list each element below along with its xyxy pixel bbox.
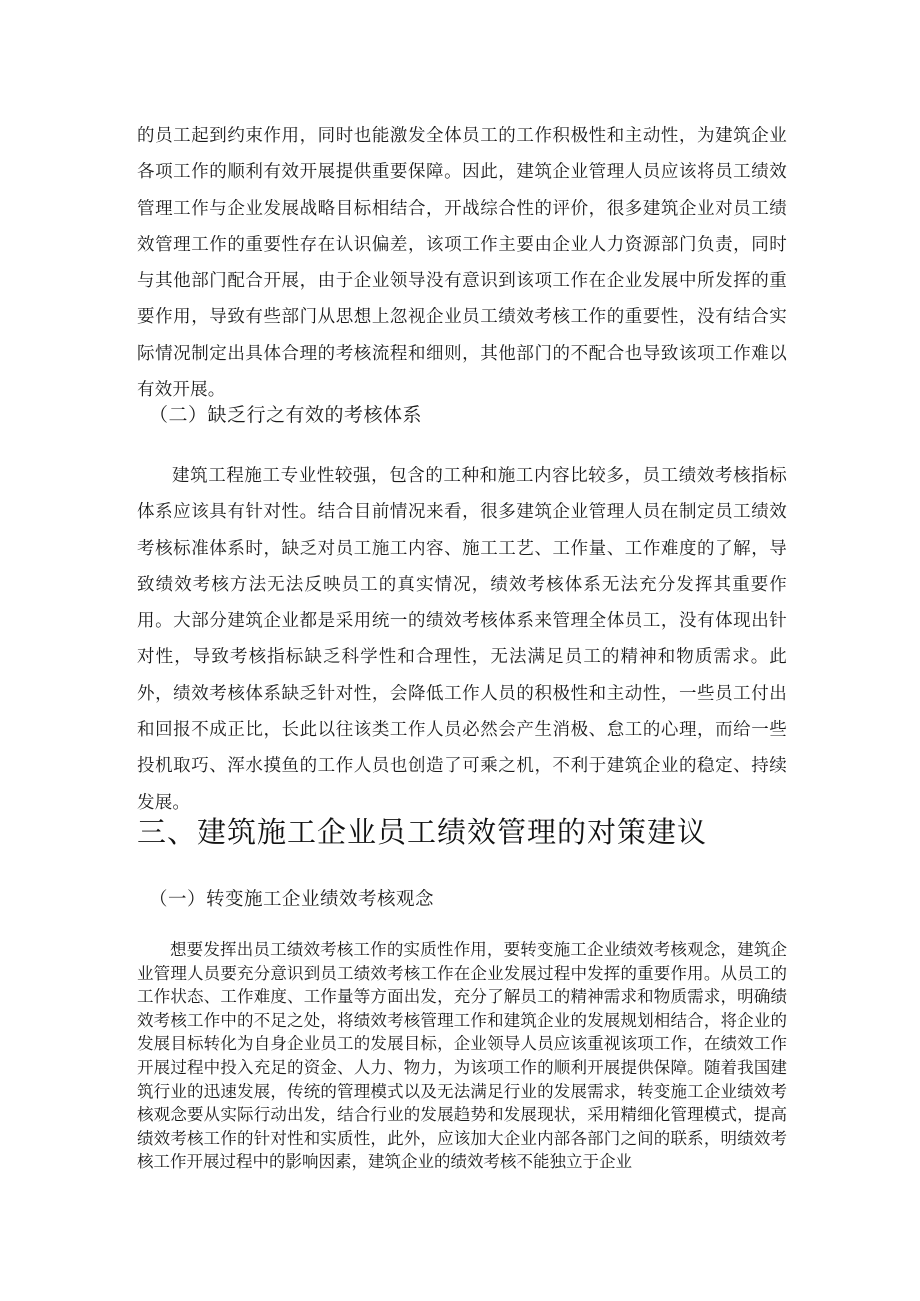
body-paragraph-continued: 的员工起到约束作用，同时也能激发全体员工的工作积极性和主动性，为建筑企业各项工作的顺利有效开展提供重要保障。因此，建筑企业管理人员应该将员工绩效管理工作与企业发展战略目标相结合，开战综合性的评价，很多建筑企业对员工绩效管理工作的重要性存在认识偏差，该项工作主要由企业人力资源部门负责，同时与其他部门配合开展，由于企业领导没有意识到该项工作在企业发展中所发挥的重要作用，导致有些部门从思想上忽视企业员工绩效考核工作的重要性，没有结合实际情况制定出具体合理的考核流程和细则，其他部门的不配合也导致该项工作难以有效开展。 (137, 126, 787, 401)
subheading-change-assessment-concept: （一）转变施工企业绩效考核观念 (149, 889, 435, 910)
body-paragraph-assessment-system: 建筑工程施工专业性较强，包含的工种和施工内容比较多，员工绩效考核指标体系应该具有针对性。结合目前情况来看，很多建筑企业管理人员在制定员工绩效考核标准体系时，缺乏对员工施工内容、施工工艺、工作量、工作难度的了解，导致绩效考核方法无法反映员工的真实情况，绩效考核体系无法充分发挥其重要作用。大部分建筑企业都是采用统一的绩效考核体系来管理全体员工，没有体现出针对性，导致考核指标缺乏科学性和合理性，无法满足员工的精神和物质需求。此外，绩效考核体系缺乏针对性，会降低工作人员的积极性和主动性，一些员工付出和回报不成正比，长此以往该类工作人员必然会产生消极、怠工的心理，而给一些投机取巧、浑水摸鱼的工作人员也创造了可乘之机，不利于建筑企业的稳定、持续发展。 (137, 466, 787, 813)
section-heading-countermeasures: 三、建筑施工企业员工绩效管理的对策建议 (137, 815, 708, 849)
body-paragraph-change-concept: 想要发挥出员工绩效考核工作的实质性作用，要转变施工企业绩效考核观念，建筑企业管理人员要充分意识到员工绩效考核工作在企业发展过程中发挥的重要作用。从员工的工作状态、工作难度、工作量等方面出发，充分了解员工的精神需求和物质需求，明确绩效考核工作中的不足之处，将绩效考核管理工作和建筑企业的发展规划相结合，将企业的发展目标转化为自身企业员工的发展目标，企业领导人员应该重视该项工作，在绩效工作开展过程中投入充足的资金、人力、物力，为该项工作的顺利开展提供保障。随着我国建筑行业的迅速发展，传统的管理模式以及无法满足行业的发展需求，转变施工企业绩效考核观念要从实际行动出发，结合行业的发展趋势和发展现状，采用精细化管理模式，提高绩效考核工作的针对性和实质性，此外，应该加大企业内部各部门之间的联系，明绩效考核工作开展过程中的影响因素，建筑企业的绩效考核不能独立于企业 (137, 940, 787, 1172)
subheading-lack-of-assessment-system: （二）缺乏行之有效的考核体系 (149, 404, 423, 426)
